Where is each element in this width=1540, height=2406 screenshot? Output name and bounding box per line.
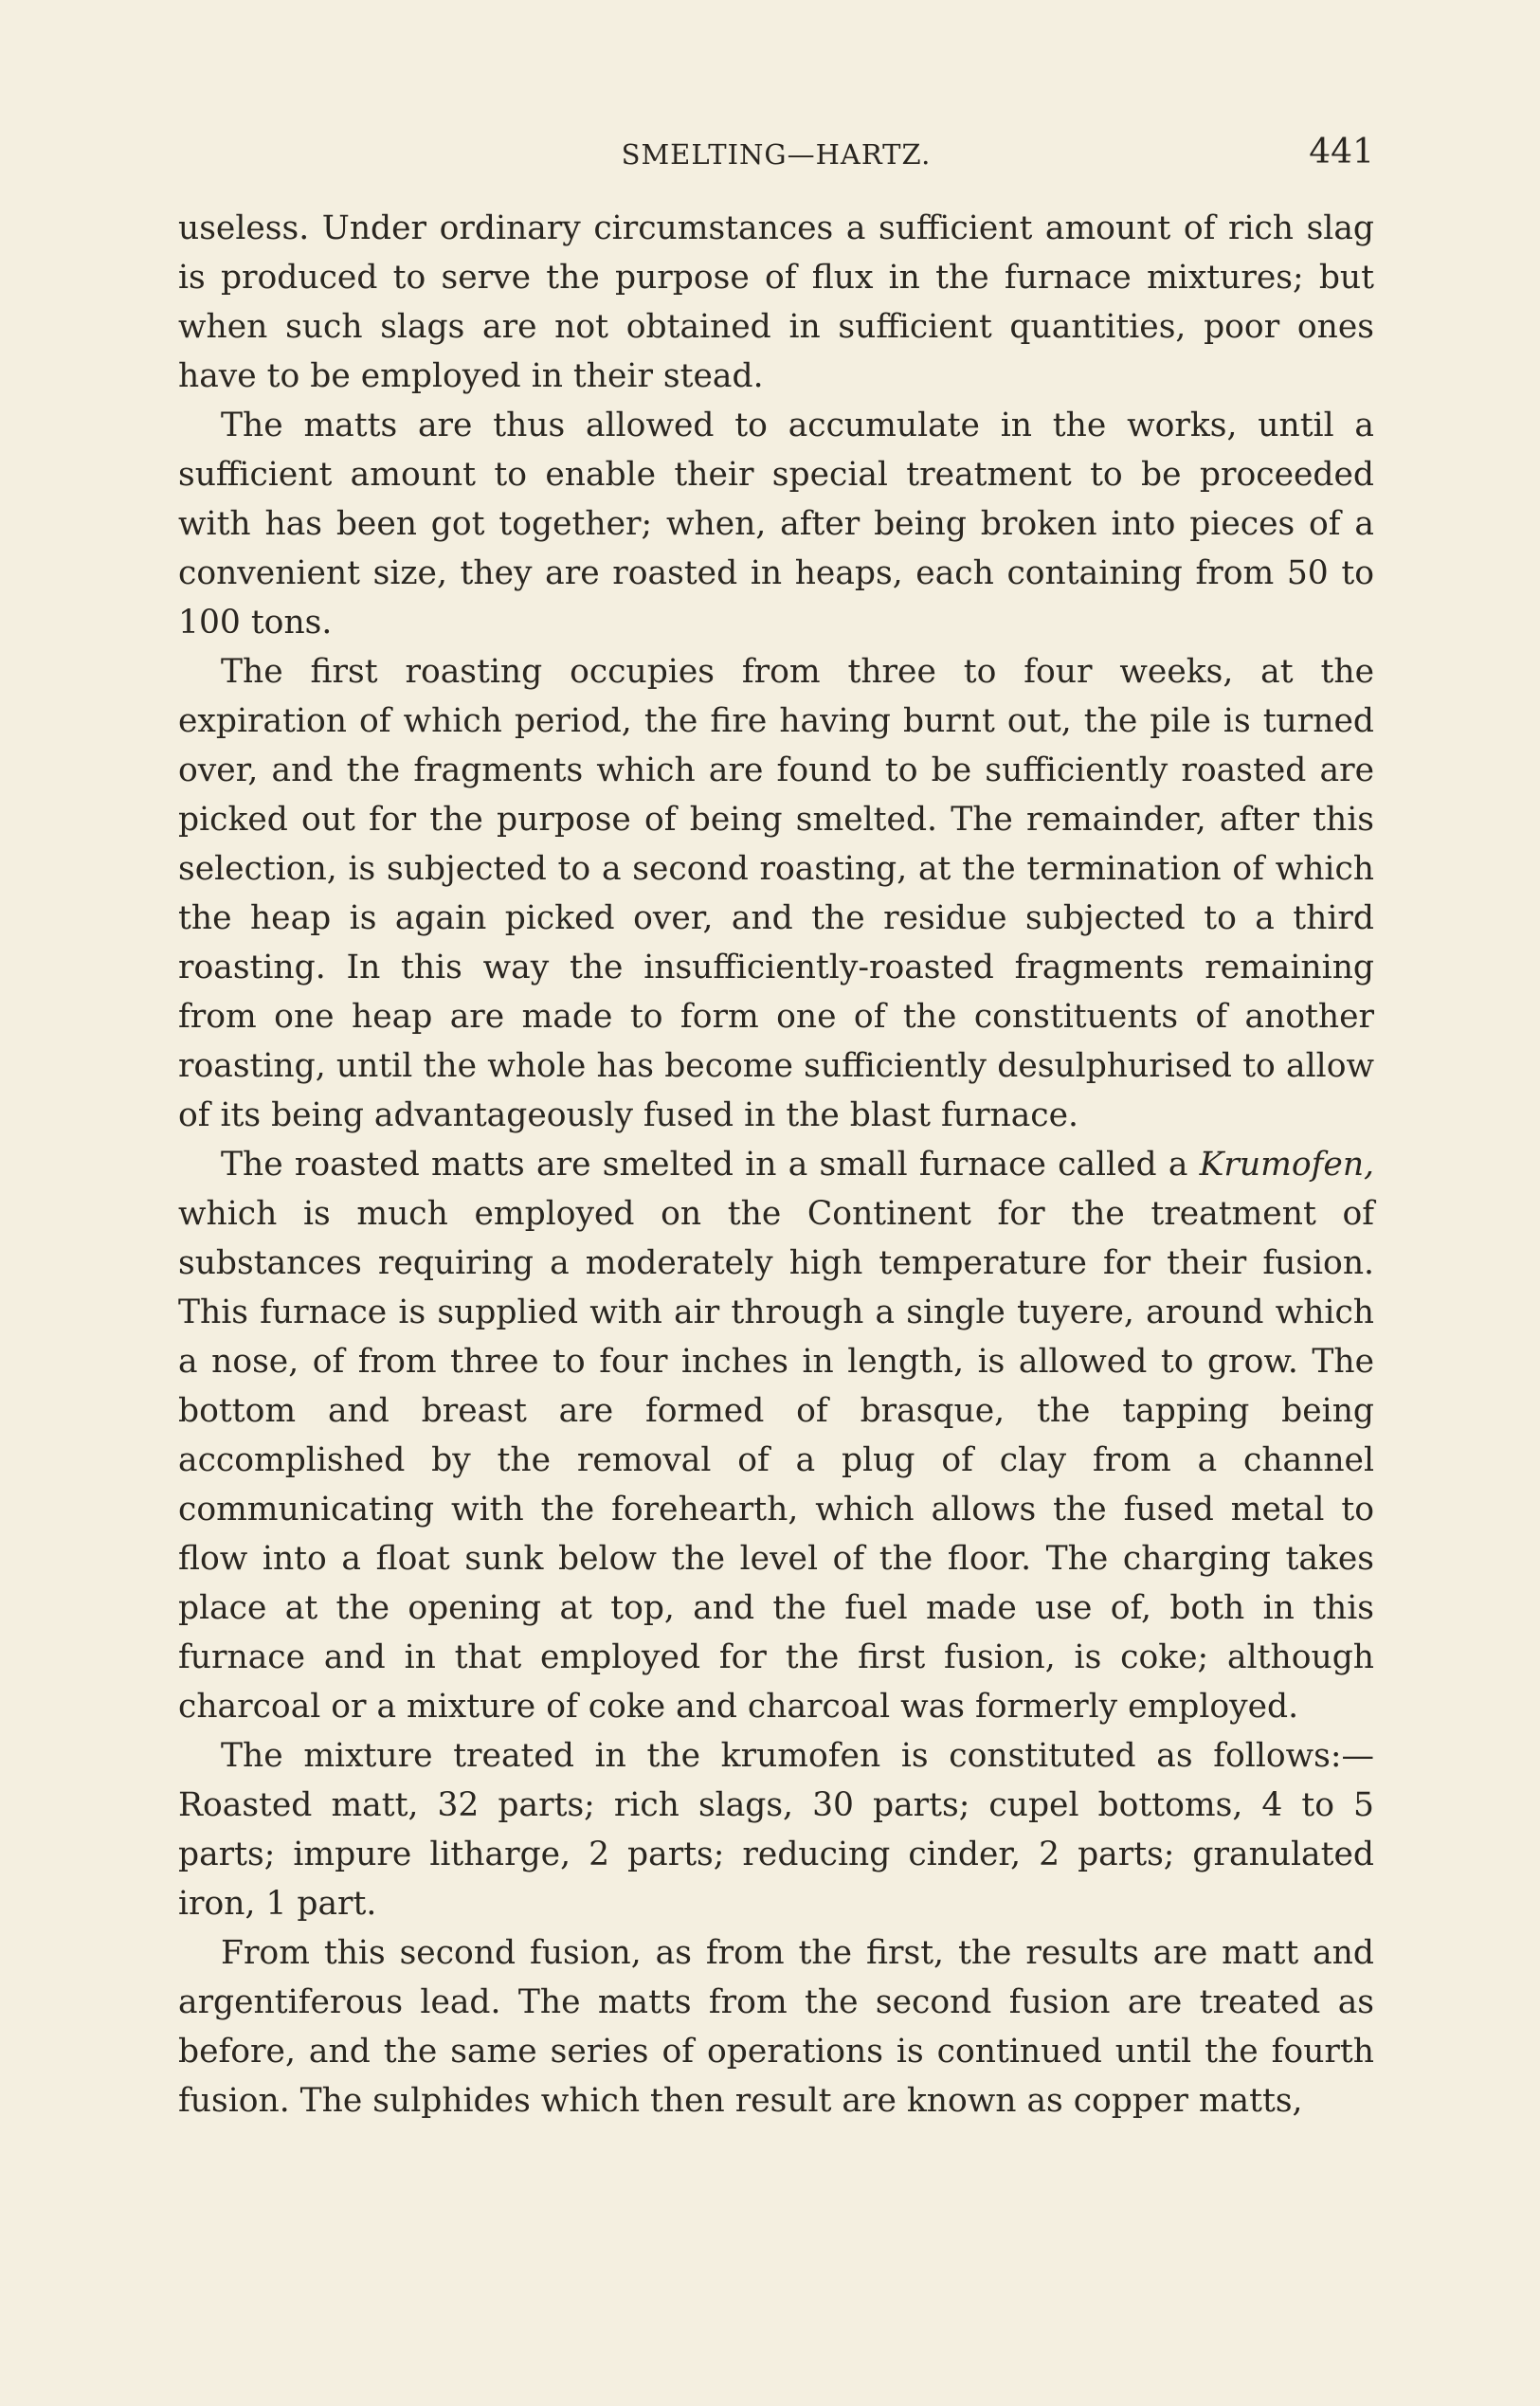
krumofen-text-before: The roasted matts are smelted in a small furnace called a	[221, 1146, 1200, 1184]
krumofen-term: Krumofen,	[1199, 1146, 1374, 1184]
paragraph-first-roasting: The first roasting occupies from three to four weeks, at the expiration of which period, the fire having burnt out, the pile is turned over, and the fragments which are found to be sufficiently roasted are picked out for the purpose of being smelted. The remainder, after this selection, is subjected to a second roasting, at the termination of which the heap is again picked over, and the residue subjected to a third roasting. In this way the insufficiently-roasted fragments remaining from one heap are made to form one of the constituents of another roasting, until the whole has become sufficiently desulphurised to allow of its being advantageously fused in the blast furnace.	[178, 653, 1374, 1134]
paragraph-second-fusion: From this second fusion, as from the first, the results are matt and argentiferous lead. The matts from the second fusion are treated as before, and the same series of operations is continued until the fourth fusion. The sulphides which then result are known as copper matts,	[178, 1934, 1374, 2120]
page-number: 441	[1309, 133, 1374, 172]
body-text	[178, 204, 1374, 2126]
paragraph-continued: useless. Under ordinary circumstances a sufficient amount of rich slag is produced to serve the purpose of flux in the furnace mixtures; but when such slags are not obtained in sufficient quantities, poor ones have to be employed in their stead.	[178, 209, 1374, 395]
paragraph-mixture: The mixture treated in the krumofen is constituted as follows:— Roasted matt, 32 parts; rich slags, 30 parts; cupel bottoms, 4 to 5 parts; impure litharge, 2 parts; reducing cinder, 2 parts; granulated iron, 1 part.	[178, 1737, 1374, 1923]
paragraph-krumofen	[178, 1140, 1374, 1731]
running-title: SMELTING—HARTZ.	[621, 138, 932, 171]
running-head	[178, 131, 1374, 178]
krumofen-text-after: which is much employed on the Continent for the treatment of substances requiring a moderately high temperature for their fusion. This furnace is supplied with air through a single tuyere, around which a nose, of from three to four inches in length, is allowed to grow. The bottom and breast are formed of brasque, the tapping being accomplished by the removal of a plug of clay from a channel communicating with the forehearth, which allows the fused metal to flow into a float sunk below the level of the floor. The charging takes place at the opening at top, and the fuel made use of, both in this furnace and in that employed for the first fusion, is coke; although charcoal or a mixture of coke and charcoal was formerly employed.	[178, 1195, 1374, 1726]
paragraph-matts-accumulate: The matts are thus allowed to accumulate in the works, until a sufficient amount to enable their special treatment to be proceeded with has been got together; when, after being broken into pieces of a convenient size, they are roasted in heaps, each containing from 50 to 100 tons.	[178, 407, 1374, 642]
